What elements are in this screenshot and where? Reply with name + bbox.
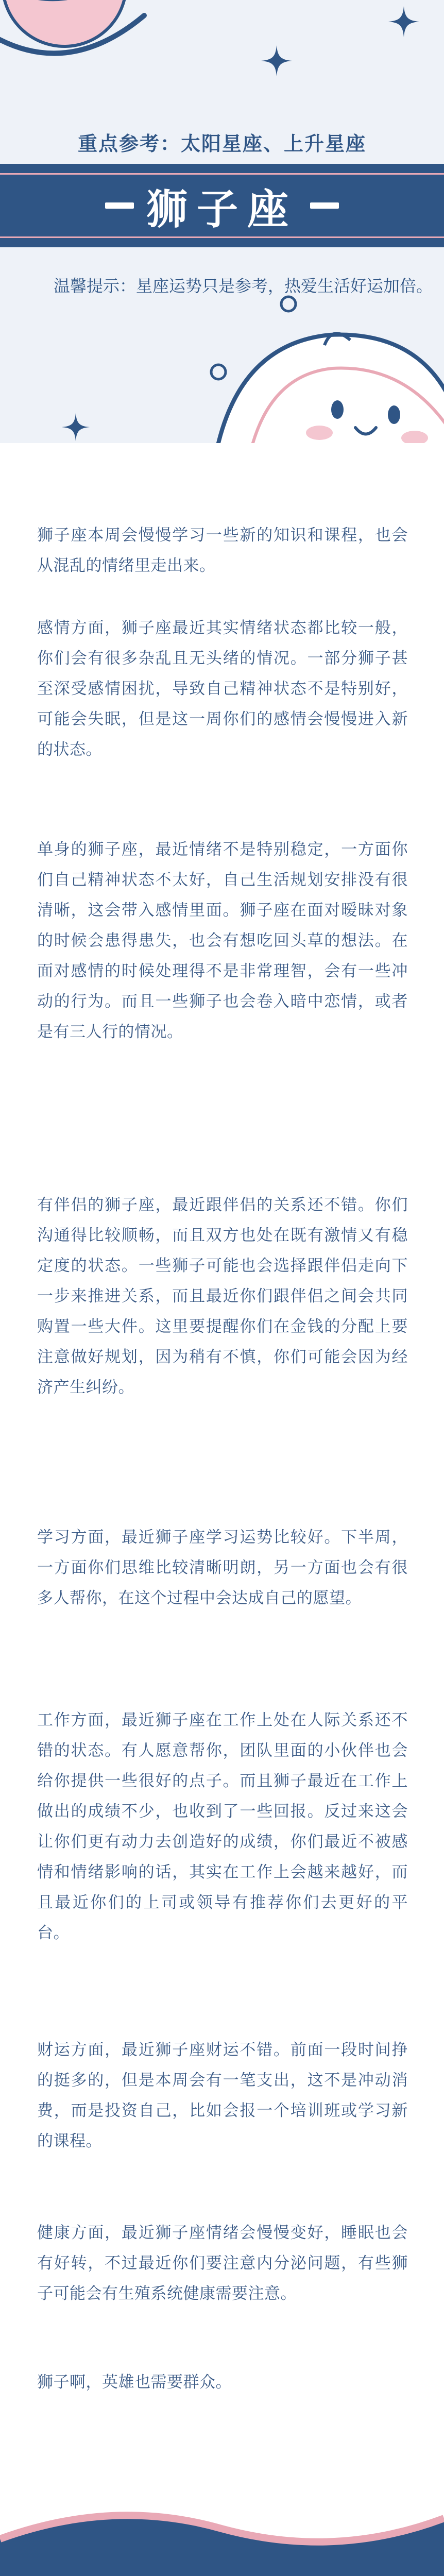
footer-wave-decoration — [0, 2483, 444, 2570]
page-title: 狮子座 — [146, 185, 298, 233]
reference-note: 重点参考：太阳星座、上升星座 — [77, 132, 366, 155]
paragraph-love: 感情方面，狮子座最近其实情绪状态都比较一般，你们会有很多杂乱且无头绪的情况。一部分狮子甚至深受感情困扰，导致自己精神状态不是特别好，可能会失眠，但是这一周你们的感情会慢慢进入新的状态。 — [37, 619, 408, 759]
sparkle-star-icon — [61, 412, 91, 442]
warm-tip: 温馨提示：星座运势只是参考，热爱生活好运加倍。 — [54, 276, 433, 296]
planet-icon — [0, 0, 149, 72]
paragraph-partnered: 有伴侣的狮子座，最近跟伴侣的关系还不错。你们沟通得比较顺畅，而且双方也处在既有激情又有稳定度的状态。一些狮子可能也会选择跟伴侣走向下一步来推进关系，而且最近你们跟伴侣之间会共同购置一些大件。这里要提醒你们在金钱的分配上要注意做好规划，因为稍有不慎，你们可能会因为经济产生纠纷。 — [37, 1196, 408, 1397]
paragraph-single: 单身的狮子座，最近情绪不是特别稳定，一方面你们自己精神状态不太好，自己生活规划安排没有很清晰，这会带入感情里面。狮子座在面对暧昧对象的时候会患得患失，也会有想吃回头草的想法。在面对感情的时候处理得不是非常理智，会有一些冲动的行为。而且一些狮子也会卷入暗中恋情，或者是有三人行的情况。 — [37, 840, 408, 1041]
paragraph-intro: 狮子座本周会慢慢学习一些新的知识和课程，也会从混乱的情绪里走出来。 — [37, 526, 408, 575]
paragraph-health: 健康方面，最近狮子座情绪会慢慢变好，睡眠也会有好转，不过最近你们要注意内分泌问题，有些狮子可能会有生殖系统健康需要注意。 — [37, 2224, 408, 2303]
paragraph-wealth: 财运方面，最近狮子座财运不错。前面一段时间挣的挺多的，但是本周会有一笔支出，这不是冲动消费，而是投资自己，比如会报一个培训班或学习新的课程。 — [37, 2041, 408, 2150]
paragraph-closing: 狮子啊，英雄也需要群众。 — [37, 2373, 232, 2392]
paragraph-work: 工作方面，最近狮子座在工作上处在人际关系还不错的状态。有人愿意帮你，团队里面的小伙伴也会给你提供一些很好的点子。而且狮子最近在工作上做出的成绩不少，也收到了一些回报。反过来这会让你们更有动力去创造好的成绩，你们最近不被感情和情绪影响的话，其实在工作上会越来越好，而且最近你们的上司或领导有推荐你们去更好的平台。 — [37, 1711, 408, 1942]
title-banner — [0, 164, 444, 247]
mascot-illustration — [196, 268, 444, 443]
header — [0, 0, 444, 443]
paragraph-study: 学习方面，最近狮子座学习运势比较好。下半周，一方面你们思维比较清晰明朗，另一方面也会有很多人帮你，在这个过程中会达成自己的愿望。 — [37, 1528, 408, 1607]
footer — [0, 2483, 444, 2576]
article-content — [0, 443, 444, 2483]
title-dash-right — [310, 202, 339, 209]
sparkle-star-icon — [260, 44, 293, 77]
title-dash-left — [105, 202, 134, 209]
sparkle-star-icon — [387, 5, 420, 38]
